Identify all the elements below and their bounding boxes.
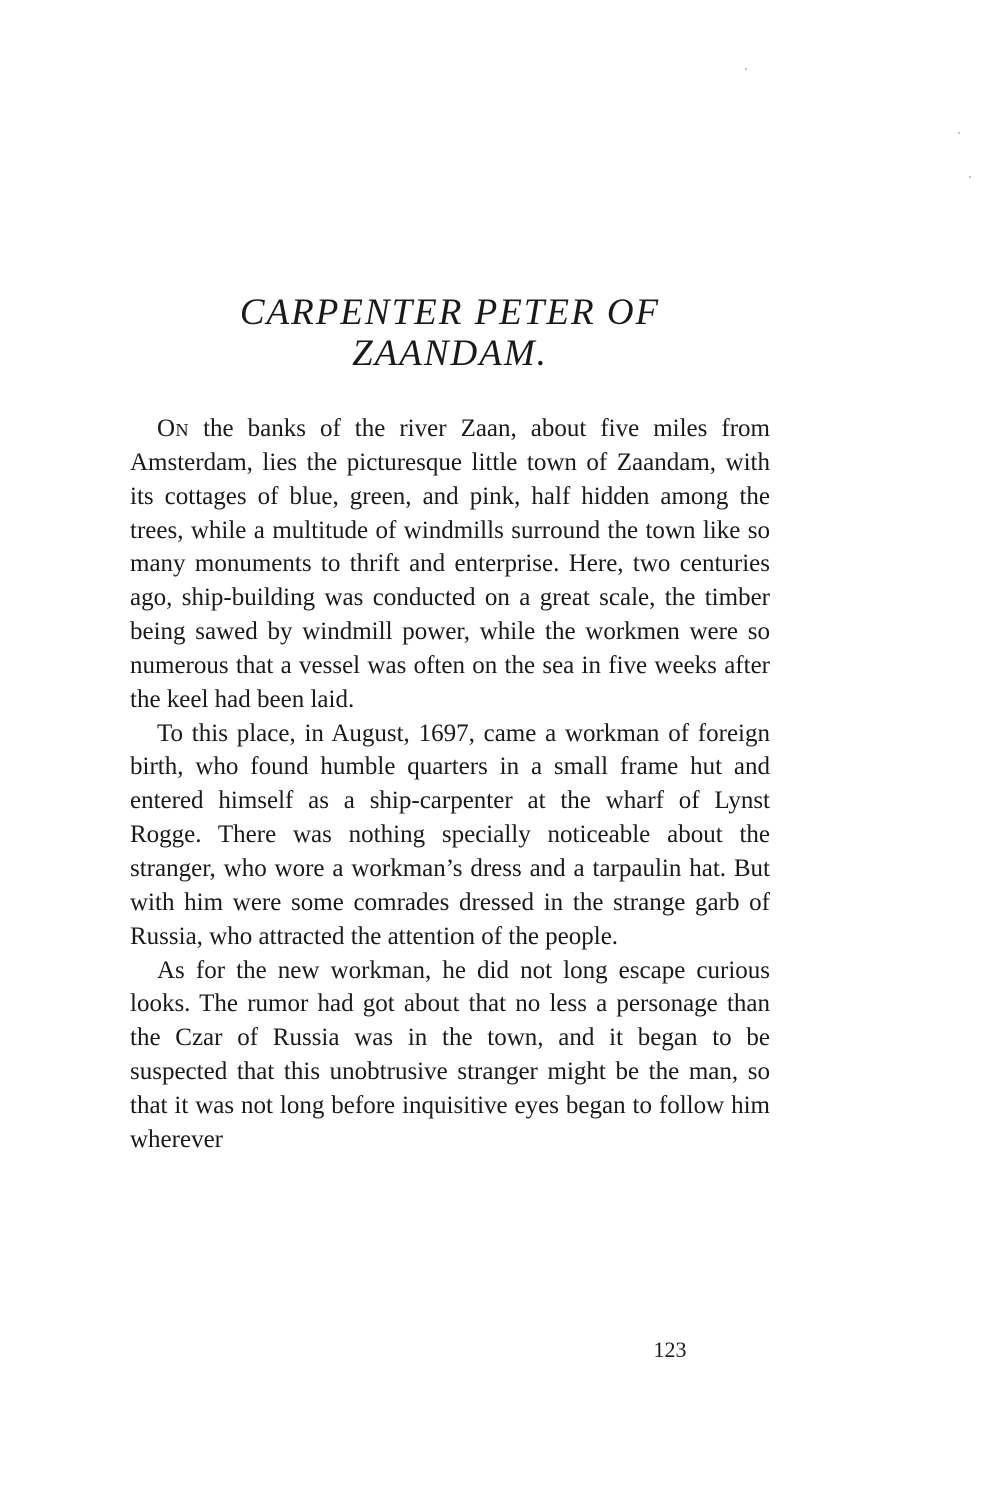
paragraph-1	[130, 412, 770, 717]
body-text	[130, 412, 770, 1157]
scan-speck	[958, 132, 960, 134]
paragraph-2: To this place, in August, 1697, came a workman of foreign birth, who found humble quarters in a small frame hut and entered himself as a ship-carpenter at the wharf of Lynst Rogge. There was nothing specially noticeable about the stranger, who wore a workman’s dress and a tarpaulin hat. But with him were some comrades dressed in the strange garb of Russia, who attracted the attention of the people.	[130, 719, 770, 950]
paragraph-3: As for the new workman, he did not long escape curious looks. The rumor had got about that no less a personage than the Czar of Russia was in the town, and it began to be suspected that this unobtrusive stranger might be the man, so that it was not long before inquisitive eyes began to follow him wherever	[130, 956, 770, 1153]
paragraph-1-text: the banks of the river Zaan, about five miles from Amsterdam, lies the picturesque little town of Zaandam, with its cottages of blue, green, and pink, half hidden among the trees, while a multitude of windmills surround the town like so many monuments to thrift and enterprise. Here, two centuries ago, ship-building was conducted on a great scale, the timber being sawed by windmill power, while the workmen were so numerous that a vessel was often on the sea in five weeks after the keel had been laid.	[130, 415, 770, 713]
paragraph-lead-word: On	[157, 415, 190, 442]
chapter-title-line-2: ZAANDAM.	[352, 333, 548, 374]
chapter-title-line-1: CARPENTER PETER OF	[239, 292, 661, 333]
scan-speck	[745, 68, 747, 70]
scan-speck	[969, 176, 971, 178]
page-number: 123	[653, 1337, 687, 1362]
